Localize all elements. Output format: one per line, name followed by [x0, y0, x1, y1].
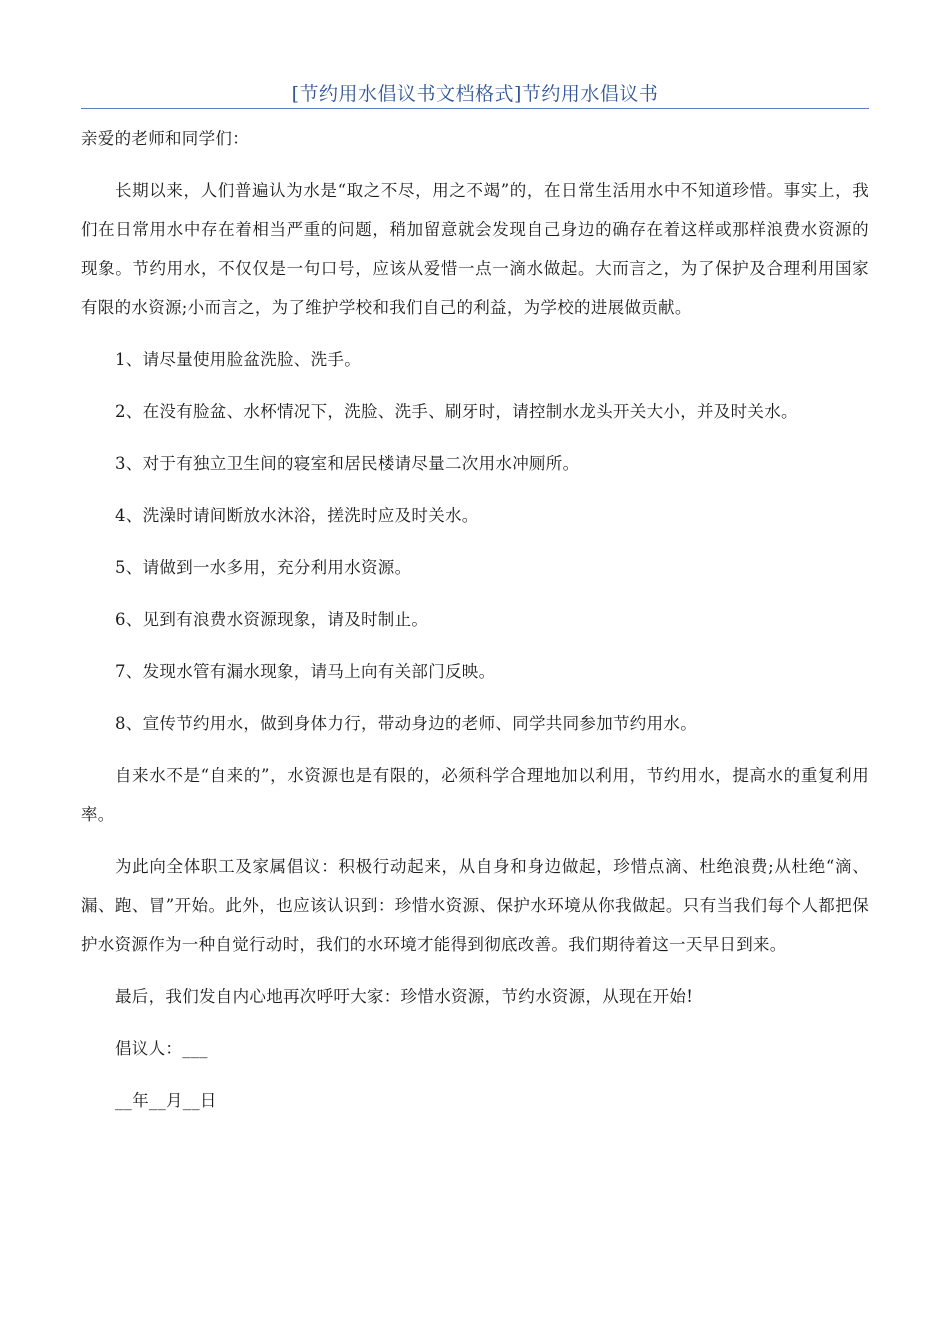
list-item: 8、宣传节约用水，做到身体力行，带动身边的老师、同学共同参加节约用水。	[115, 714, 697, 733]
list-item: 7、发现水管有漏水现象，请马上向有关部门反映。	[115, 662, 496, 681]
list-item: 2、在没有脸盆、水杯情况下，洗脸、洗手、刷牙时，请控制水龙头开关大小，并及时关水。	[115, 402, 798, 421]
list-item: 5、请做到一水多用，充分利用水资源。	[115, 558, 412, 577]
document-title: [节约用水倡议书文档格式]节约用水倡议书	[291, 83, 659, 105]
title-underline	[81, 108, 869, 109]
document-body	[81, 119, 869, 1133]
signer-line: 倡议人：___	[115, 1039, 208, 1058]
list-item: 1、请尽量使用脸盆洗脸、洗手。	[115, 350, 361, 369]
list-item: 6、见到有浪费水资源现象，请及时制止。	[115, 610, 429, 629]
date-line: __年__月__日	[115, 1091, 217, 1110]
salutation: 亲爱的老师和同学们：	[81, 129, 249, 148]
tap-water-paragraph: 自来水不是“自来的”，水资源也是有限的，必须科学合理地加以利用，节约用水，提高水的重复利用率。	[81, 766, 869, 824]
list-item: 4、洗澡时请间断放水沐浴，搓洗时应及时关水。	[115, 506, 479, 525]
list-item: 3、对于有独立卫生间的寝室和居民楼请尽量二次用水冲厕所。	[115, 454, 580, 473]
proposal-paragraph: 为此向全体职工及家属倡议：积极行动起来，从自身和身边做起，珍惜点滴、杜绝浪费;从杜绝“滴、漏、跑、冒”开始。此外，也应该认识到：珍惜水资源、保护水环境从你我做起。只有当我们每个人都把保护水资源作为一种自觉行动时，我们的水环境才能得到彻底改善。我们期待着这一天早日到来。	[81, 857, 869, 954]
intro-paragraph: 长期以来，人们普遍认为水是“取之不尽，用之不竭”的，在日常生活用水中不知道珍惜。事实上，我们在日常用水中存在着相当严重的问题，稍加留意就会发现自己身边的确存在着这样或那样浪费水资源的现象。节约用水，不仅仅是一句口号，应该从爱惜一点一滴水做起。大而言之，为了保护及合理利用国家有限的水资源;小而言之，为了维护学校和我们自己的利益，为学校的进展做贡献。	[81, 181, 869, 317]
closing-paragraph: 最后，我们发自内心地再次呼吁大家：珍惜水资源，节约水资源，从现在开始!	[115, 987, 694, 1006]
